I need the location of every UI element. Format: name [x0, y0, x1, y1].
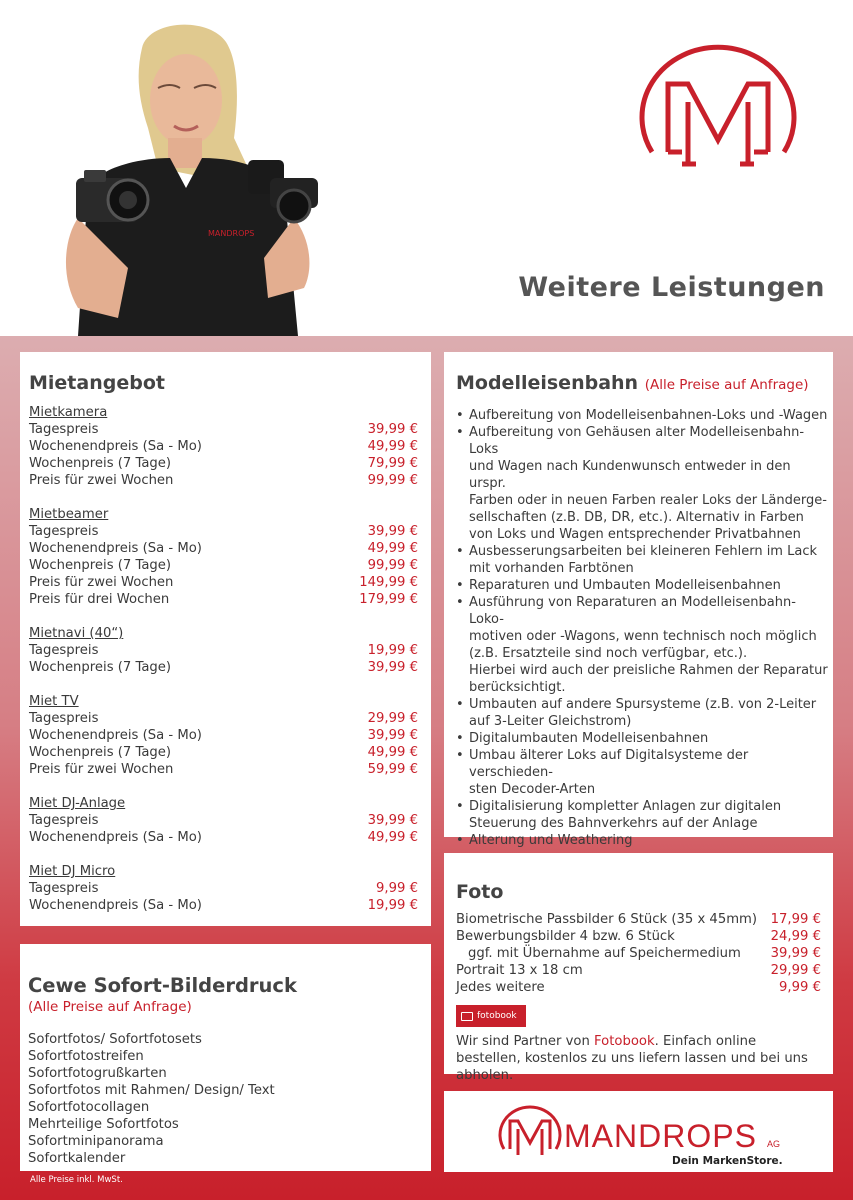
- service-bullet-line: sellschaften (z.B. DB, DR, etc.). Alternativ in Farben: [469, 510, 804, 525]
- service-bullet-line: • Umbau älterer Loks auf Digitalsysteme der verschieden-: [469, 748, 749, 780]
- fotobook-link[interactable]: Fotobook: [594, 1034, 655, 1049]
- service-bullet-line: • Aufbereitung von Gehäusen alter Modelleisenbahn-Loks: [469, 425, 805, 457]
- fotobook-badge[interactable]: [456, 1005, 526, 1027]
- brand-tagline: Dein MarkenStore.: [672, 1155, 783, 1167]
- cewe-subtitle: (Alle Preise auf Anfrage): [28, 999, 192, 1015]
- foto-price-row: [456, 928, 821, 945]
- price-label: Wochenpreis (7 Tage): [29, 456, 172, 471]
- price-row: [29, 574, 418, 591]
- service-bullet: [456, 730, 829, 747]
- price-row: [29, 557, 418, 574]
- partner-text: [456, 1033, 821, 1084]
- staff-photo: [58, 18, 320, 336]
- rental-category: Miet DJ-Anlage: [29, 796, 126, 811]
- price-label: Wochenpreis (7 Tage): [29, 745, 172, 760]
- modelleisenbahn-title: [456, 372, 829, 394]
- price-label: Bewerbungsbilder 4 bzw. 6 Stück: [456, 929, 675, 944]
- brand-logo-panel: [444, 1091, 833, 1172]
- price-row: [29, 710, 418, 727]
- price-label: Tagespreis: [29, 524, 99, 539]
- service-bullet-line: • Aufbereitung von Modelleisenbahnen-Loks und -Wagen: [469, 408, 828, 423]
- price-value: 39,99 €: [367, 813, 418, 828]
- price-row: [29, 421, 418, 438]
- page-title: Weitere Leistungen: [518, 272, 825, 303]
- service-bullet-line: Hierbei wird auch der preisliche Rahmen der Reparatur: [469, 663, 828, 678]
- price-label: Wochenendpreis (Sa - Mo): [29, 728, 202, 743]
- service-bullet-line: • Ausbesserungsarbeiten bei kleineren Fehlern im Lack: [469, 544, 817, 559]
- price-value: 24,99 €: [770, 929, 821, 944]
- service-bullet-line: • Digitalumbauten Modelleisenbahnen: [469, 731, 709, 746]
- cewe-item: Sofortfotos/ Sofortfotosets: [28, 1032, 202, 1047]
- price-label: Jedes weitere: [456, 980, 545, 995]
- service-bullet: [456, 543, 829, 577]
- partner-text-pre: Wir sind Partner von: [456, 1034, 595, 1049]
- service-bullet: [456, 594, 829, 696]
- rental-category: Mietkamera: [29, 405, 108, 420]
- price-label: Wochenendpreis (Sa - Mo): [29, 439, 202, 454]
- service-bullet: [456, 577, 829, 594]
- cewe-list: [28, 1031, 421, 1167]
- price-row: [29, 438, 418, 455]
- foto-price-row: [456, 979, 821, 996]
- price-label: Portrait 13 x 18 cm: [456, 963, 583, 978]
- price-label: Biometrische Passbilder 6 Stück (35 x 45mm): [456, 912, 758, 927]
- price-row: [29, 455, 418, 472]
- fotobook-badge-label: fotobook: [477, 1011, 517, 1021]
- cewe-panel: [20, 944, 431, 1171]
- mietangebot-title: Mietangebot: [29, 372, 165, 394]
- price-value: 49,99 €: [367, 541, 418, 556]
- price-value: 9,99 €: [779, 980, 821, 995]
- partner-text-post: . Einfach online bestellen, kostenlos zu uns liefern lassen und bei uns abholen.: [456, 1034, 808, 1083]
- service-bullet: [456, 424, 829, 543]
- price-row: [29, 727, 418, 744]
- price-row: [29, 523, 418, 540]
- cewe-item: Mehrteilige Sofortfotos: [28, 1117, 179, 1132]
- service-bullet-line: berücksichtigt.: [469, 680, 566, 695]
- service-bullet-list: [456, 407, 829, 849]
- service-bullet: [456, 832, 829, 849]
- price-label: Tagespreis: [29, 422, 99, 437]
- price-label: Wochenpreis (7 Tage): [29, 660, 172, 675]
- cewe-title: Cewe Sofort-Bilderdruck: [28, 974, 297, 997]
- price-row: [29, 829, 418, 846]
- price-row: [29, 540, 418, 557]
- book-icon: [461, 1012, 473, 1021]
- foto-price-row: [456, 911, 821, 928]
- price-label: Wochenendpreis (Sa - Mo): [29, 541, 202, 556]
- price-value: 49,99 €: [367, 745, 418, 760]
- price-label: Tagespreis: [29, 711, 99, 726]
- service-bullet-line: sten Decoder-Arten: [469, 782, 596, 797]
- service-bullet-line: • Reparaturen und Umbauten Modelleisenbahnen: [469, 578, 781, 593]
- shirt-logo: MANDROPS: [208, 229, 255, 238]
- mandrops-logo-icon: [638, 44, 798, 186]
- service-bullet-line: • Umbauten auf andere Spursysteme (z.B. von 2-Leiter: [469, 697, 817, 712]
- rental-category: Mietnavi (40“): [29, 626, 124, 641]
- price-value: 79,99 €: [367, 456, 418, 471]
- service-bullet-line: • Alterung und Weathering: [469, 833, 633, 848]
- price-label: Wochenpreis (7 Tage): [29, 558, 172, 573]
- price-value: 29,99 €: [367, 711, 418, 726]
- price-row: [29, 642, 418, 659]
- price-value: 39,99 €: [367, 660, 418, 675]
- price-label: Wochenendpreis (Sa - Mo): [29, 830, 202, 845]
- price-row: [29, 880, 418, 897]
- foto-price-list: [456, 911, 821, 996]
- cewe-item: Sofortfotos mit Rahmen/ Design/ Text: [28, 1083, 275, 1098]
- service-bullet: [456, 798, 829, 832]
- price-value: 49,99 €: [367, 830, 418, 845]
- price-label: ggf. mit Übernahme auf Speichermedium: [468, 946, 741, 961]
- mandrops-brand-logo: [444, 1091, 833, 1172]
- cewe-item: Sofortminipanorama: [28, 1134, 164, 1149]
- brand-m-icon: [500, 1107, 560, 1155]
- service-bullet-line: von Loks und Wagen entsprechender Privatbahnen: [469, 527, 801, 542]
- service-bullet-line: mit vorhanden Farbtönen: [469, 561, 634, 576]
- modelleisenbahn-heading: Modelleisenbahn: [456, 372, 639, 394]
- cewe-item: Sofortfotostreifen: [28, 1049, 144, 1064]
- price-label: Wochenendpreis (Sa - Mo): [29, 898, 202, 913]
- price-row: [29, 591, 418, 608]
- price-value: 149,99 €: [359, 575, 418, 590]
- price-value: 179,99 €: [359, 592, 418, 607]
- price-value: 39,99 €: [367, 524, 418, 539]
- cewe-item: Sofortfotocollagen: [28, 1100, 150, 1115]
- price-label: Tagespreis: [29, 881, 99, 896]
- price-row: [29, 897, 418, 914]
- cewe-item: Sofortkalender: [28, 1151, 126, 1166]
- price-label: Preis für drei Wochen: [29, 592, 170, 607]
- modelleisenbahn-subtitle: (Alle Preise auf Anfrage): [644, 377, 809, 393]
- price-value: 19,99 €: [367, 898, 418, 913]
- service-bullet-line: • Digitalisierung kompletter Anlagen zur digitalen: [469, 799, 782, 814]
- price-value: 39,99 €: [770, 946, 821, 961]
- foto-title: Foto: [456, 881, 504, 903]
- price-row: [29, 761, 418, 778]
- service-bullet-line: motiven oder -Wagons, wenn technisch noch möglich: [469, 629, 817, 644]
- service-bullet-line: • Ausführung von Reparaturen an Modelleisenbahn-Loko-: [469, 595, 796, 627]
- price-value: 9,99 €: [376, 881, 418, 896]
- price-row: [29, 744, 418, 761]
- price-label: Preis für zwei Wochen: [29, 473, 174, 488]
- price-value: 39,99 €: [367, 422, 418, 437]
- foto-panel: [444, 853, 833, 1083]
- price-label: Tagespreis: [29, 813, 99, 828]
- service-bullet: [456, 696, 829, 730]
- price-label: Tagespreis: [29, 643, 99, 658]
- brand-name: MANDROPS: [564, 1118, 757, 1154]
- brand-suffix: AG: [767, 1139, 781, 1149]
- mietangebot-panel: [20, 352, 431, 926]
- price-value: 29,99 €: [770, 963, 821, 978]
- rental-list: [29, 404, 418, 914]
- foto-price-row: [456, 962, 821, 979]
- price-row: [29, 472, 418, 489]
- price-value: 17,99 €: [770, 912, 821, 927]
- vat-footnote: Alle Preise inkl. MwSt.: [30, 1175, 123, 1185]
- rental-category: Miet DJ Micro: [29, 864, 116, 879]
- service-bullet-line: Farben oder in neuen Farben realer Loks der Länderge-: [469, 493, 827, 508]
- price-label: Preis für zwei Wochen: [29, 762, 174, 777]
- price-value: 59,99 €: [367, 762, 418, 777]
- price-row: [29, 812, 418, 829]
- price-value: 99,99 €: [367, 473, 418, 488]
- service-bullet-line: (z.B. Ersatzteile sind noch verfügbar, etc.).: [469, 646, 748, 661]
- service-bullet-line: und Wagen nach Kundenwunsch entweder in den urspr.: [469, 459, 791, 491]
- rental-category: Miet TV: [29, 694, 79, 709]
- price-row: [29, 659, 418, 676]
- service-bullet: [456, 407, 829, 424]
- price-label: Preis für zwei Wochen: [29, 575, 174, 590]
- service-bullet: [456, 747, 829, 798]
- modelleisenbahn-panel: [444, 352, 833, 848]
- foto-price-row: [456, 945, 821, 962]
- service-bullet-line: auf 3-Leiter Gleichstrom): [469, 714, 632, 729]
- price-value: 49,99 €: [367, 439, 418, 454]
- price-value: 99,99 €: [367, 558, 418, 573]
- service-bullet-line: Steuerung des Bahnverkehrs auf der Anlage: [469, 816, 758, 831]
- price-value: 39,99 €: [367, 728, 418, 743]
- rental-category: Mietbeamer: [29, 507, 109, 522]
- cewe-item: Sofortfotogrußkarten: [28, 1066, 167, 1081]
- price-value: 19,99 €: [367, 643, 418, 658]
